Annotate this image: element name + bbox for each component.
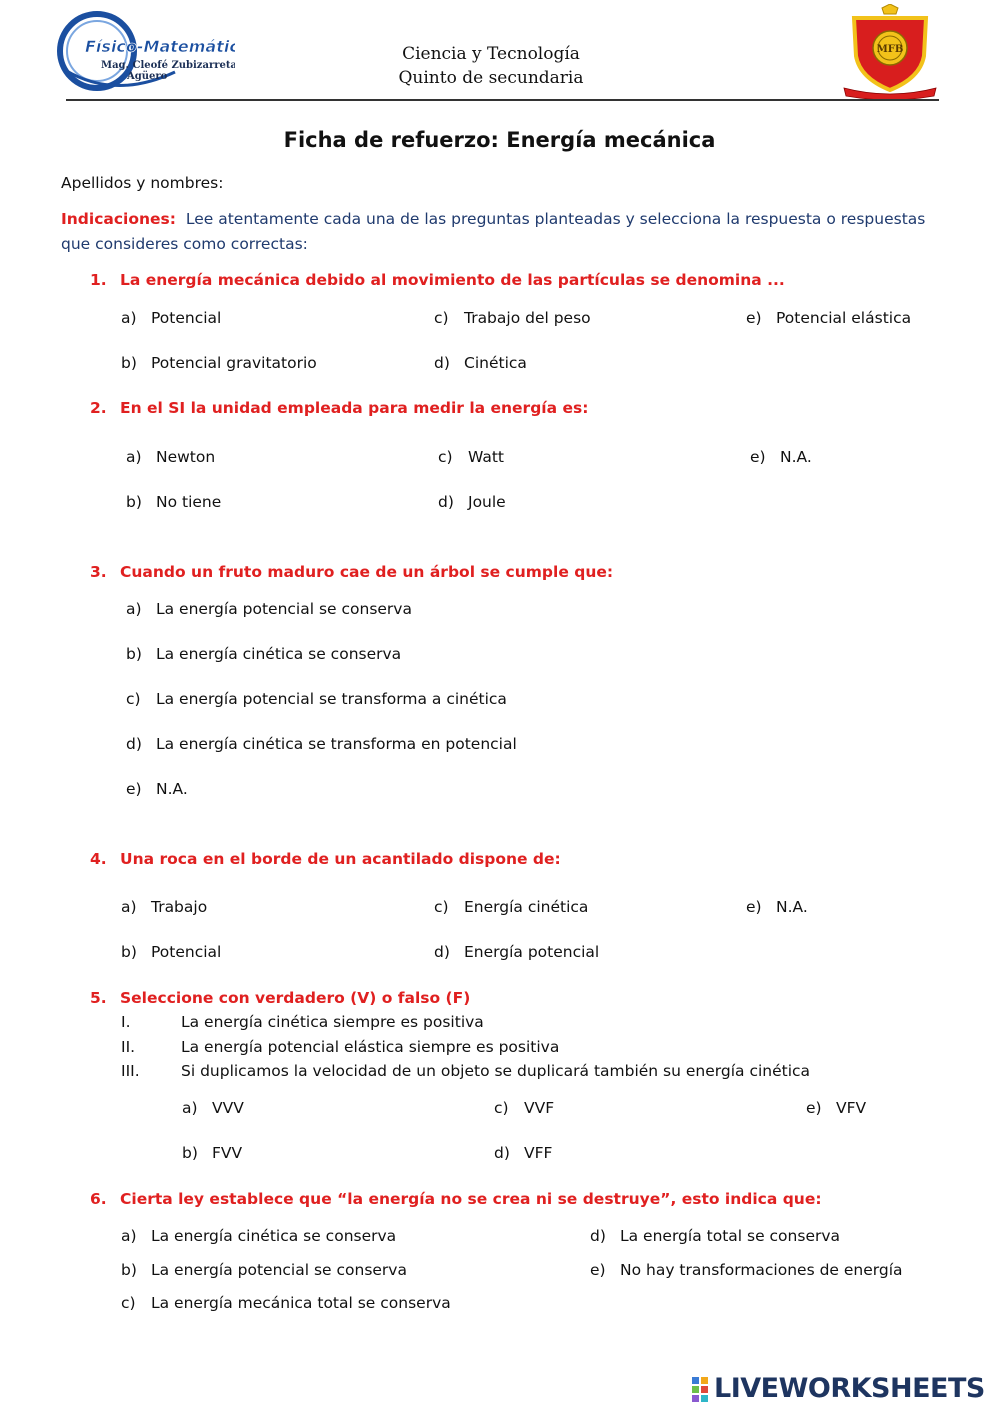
q5-option-d[interactable]: d) VFF	[494, 1144, 553, 1162]
watermark-logo-block	[701, 1395, 708, 1402]
subject-line: Ciencia y Tecnología	[402, 44, 580, 64]
question-text: Seleccione con verdadero (V) o falso (F)	[120, 989, 471, 1007]
question-1	[90, 271, 785, 289]
logo-author-text-2: Agüero	[127, 71, 168, 82]
watermark-logo-icon	[692, 1377, 699, 1384]
q5-option-b[interactable]: b) FVV	[182, 1144, 243, 1162]
q6-option-e[interactable]: e) No hay transformaciones de energía	[590, 1261, 903, 1279]
header-divider	[66, 99, 939, 101]
q1-option-c[interactable]: c) Trabajo del peso	[434, 309, 591, 327]
q4-option-d[interactable]: d) Energía potencial	[434, 943, 600, 961]
question-4	[90, 850, 561, 868]
instructions-text: Lee atentamente cada una de las preguntas planteadas y selecciona la respuesta o respuestas que consideres como correctas:	[61, 210, 926, 253]
q3-option-e[interactable]: e) N.A.	[126, 780, 188, 798]
q3-option-a[interactable]: a) La energía potencial se conserva	[126, 600, 412, 618]
question-text: Cuando un fruto maduro cae de un árbol se cumple que:	[120, 563, 614, 581]
question-number: 1.	[90, 271, 107, 289]
school-crest-icon	[840, 4, 940, 100]
q3-option-d[interactable]: d) La energía cinética se transforma en potencial	[126, 735, 517, 753]
q4-option-e[interactable]: e) N.A.	[746, 898, 808, 916]
q5-option-a[interactable]: a) VVV	[182, 1099, 244, 1117]
q3-option-b[interactable]: b) La energía cinética se conserva	[126, 645, 402, 663]
watermark-logo-block	[692, 1386, 699, 1393]
question-number: 2.	[90, 399, 107, 417]
q1-option-b[interactable]: b) Potencial gravitatorio	[121, 354, 317, 372]
q2-option-b[interactable]: b) No tiene	[126, 493, 222, 511]
watermark-text: LIVEWORKSHEETS	[714, 1373, 985, 1404]
q2-option-c[interactable]: c) Watt	[438, 448, 504, 466]
q5-option-e[interactable]: e) VFV	[806, 1099, 867, 1117]
instructions	[61, 207, 931, 257]
question-text: Una roca en el borde de un acantilado dispone de:	[120, 850, 561, 868]
q3-option-c[interactable]: c) La energía potencial se transforma a cinética	[126, 690, 507, 708]
watermark-logo-block	[692, 1395, 699, 1402]
q6-option-b[interactable]: b) La energía potencial se conserva	[121, 1261, 407, 1279]
page-title: Ficha de refuerzo: Energía mecánica	[283, 128, 716, 152]
liveworksheets-watermark	[690, 1373, 990, 1405]
fisico-matematica-logo	[55, 10, 235, 92]
q6-option-a[interactable]: a) La energía cinética se conserva	[121, 1227, 397, 1245]
question-5	[90, 989, 470, 1007]
q5-statement-1: I. La energía cinética siempre es positiva	[121, 1013, 484, 1031]
q2-option-d[interactable]: d) Joule	[438, 493, 506, 511]
crest-monogram: MFB	[876, 44, 904, 55]
q1-option-a[interactable]: a) Potencial	[121, 309, 222, 327]
watermark-logo-block	[701, 1386, 708, 1393]
question-number: 6.	[90, 1190, 107, 1208]
watermark-logo-block	[701, 1377, 708, 1384]
q5-option-c[interactable]: c) VVF	[494, 1099, 555, 1117]
q1-option-d[interactable]: d) Cinética	[434, 354, 527, 372]
q2-option-e[interactable]: e) N.A.	[750, 448, 812, 466]
question-text: La energía mecánica debido al movimiento de las partículas se denomina ...	[120, 271, 785, 289]
q4-option-a[interactable]: a) Trabajo	[121, 898, 208, 916]
q2-option-a[interactable]: a) Newton	[126, 448, 216, 466]
question-2	[90, 399, 588, 417]
question-text: Cierta ley establece que “la energía no se crea ni se destruye”, esto indica que:	[120, 1190, 822, 1208]
q4-option-c[interactable]: c) Energía cinética	[434, 898, 589, 916]
question-number: 5.	[90, 989, 107, 1007]
question-number: 3.	[90, 563, 107, 581]
q1-option-e[interactable]: e) Potencial elástica	[746, 309, 912, 327]
logo-author-text: Mag. Cleofé Zubizarreta	[101, 60, 235, 71]
instructions-label: Indicaciones:	[61, 210, 176, 228]
logo-title-text: Físico-Matemática	[85, 37, 235, 56]
q6-option-c[interactable]: c) La energía mecánica total se conserva	[121, 1294, 451, 1312]
grade-line: Quinto de secundaria	[398, 68, 584, 88]
q6-option-d[interactable]: d) La energía total se conserva	[590, 1227, 841, 1245]
question-6	[90, 1190, 822, 1208]
question-3	[90, 563, 613, 581]
q5-statement-3: III. Si duplicamos la velocidad de un objeto se duplicará también su energía cinética	[121, 1062, 811, 1080]
q5-statement-2: II. La energía potencial elástica siempre es positiva	[121, 1038, 560, 1056]
question-text: En el SI la unidad empleada para medir la energía es:	[120, 399, 589, 417]
question-number: 4.	[90, 850, 107, 868]
q4-option-b[interactable]: b) Potencial	[121, 943, 222, 961]
student-name-label: Apellidos y nombres:	[61, 174, 224, 192]
